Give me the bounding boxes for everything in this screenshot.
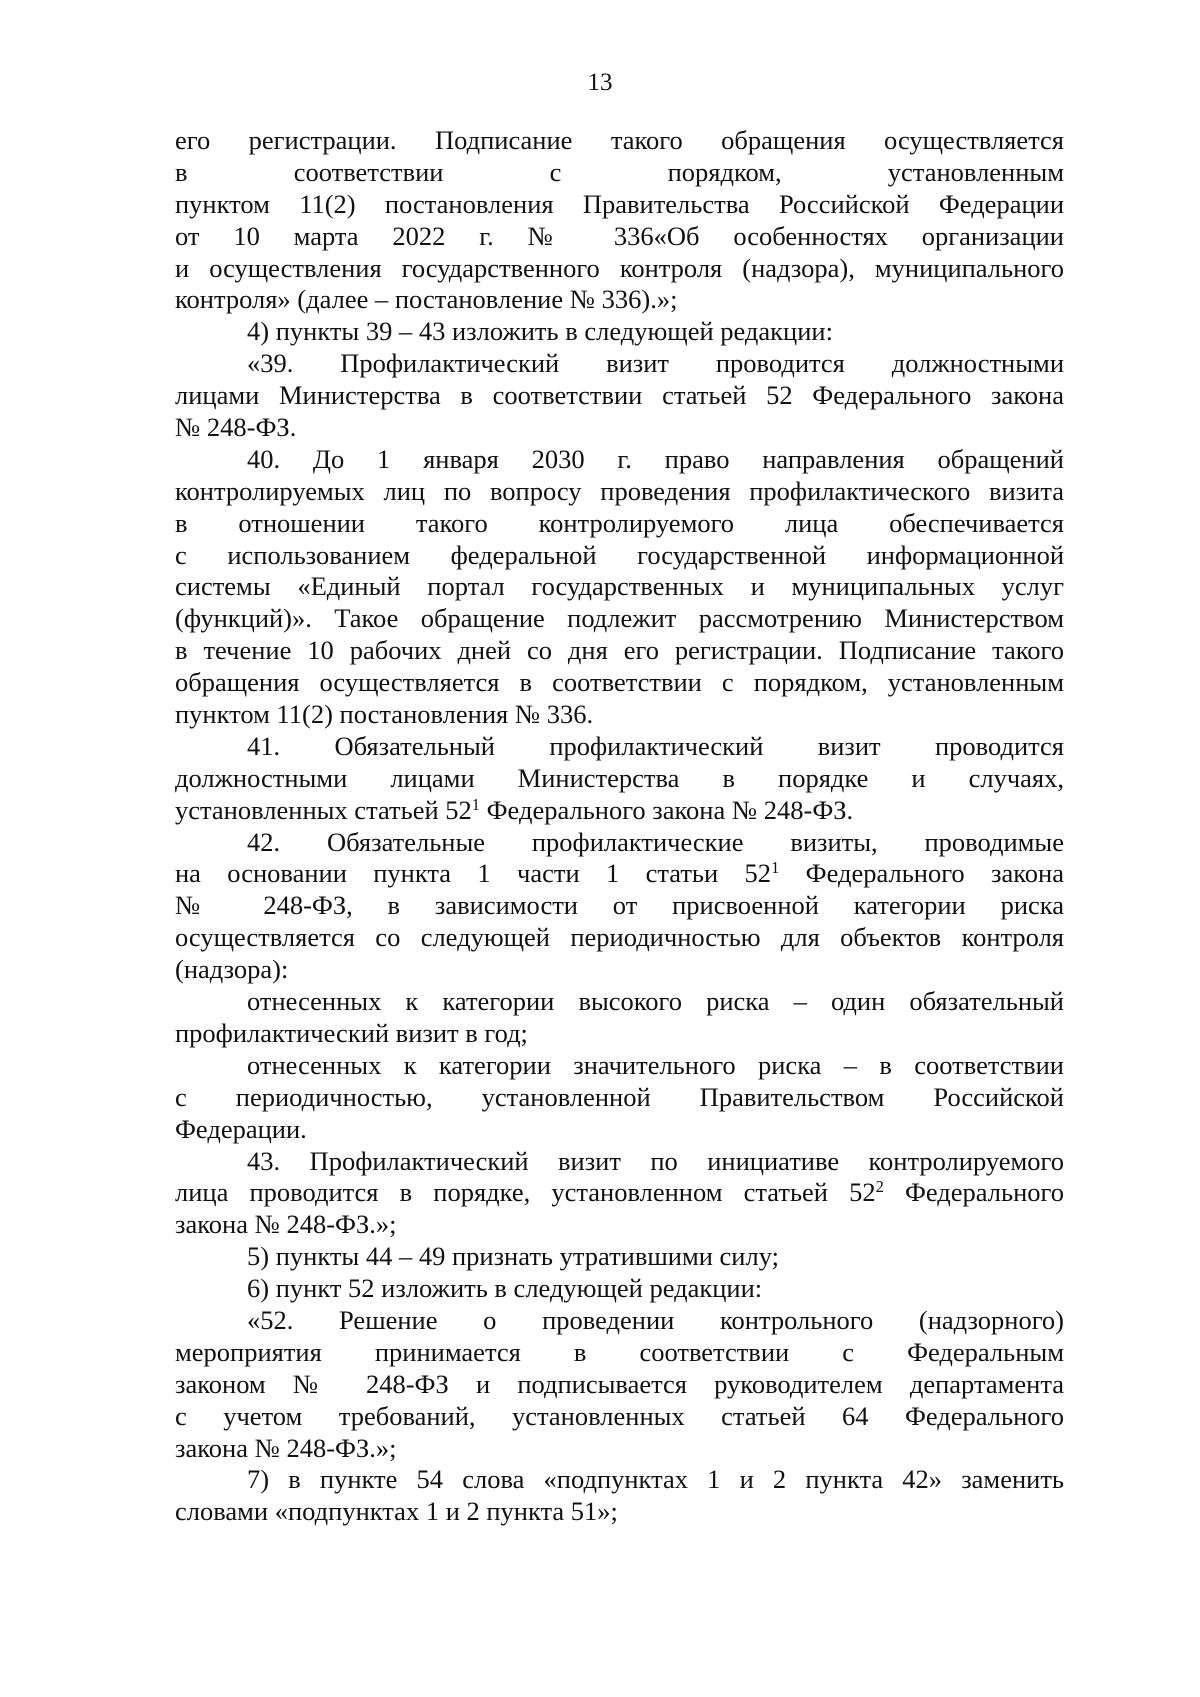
- text-line: [175, 540, 1064, 572]
- line-text: закона № 248-ФЗ.»;: [175, 1209, 397, 1240]
- text-line: [175, 1146, 1064, 1178]
- text-line: [175, 316, 1064, 348]
- line-text: в отношении такого контролируемого лица обеспечивается: [175, 507, 1064, 538]
- text-line: [175, 763, 1064, 795]
- text-line: [175, 1305, 1064, 1337]
- line-text: 40. До 1 января 2030 г. право направления обращений: [247, 443, 1064, 474]
- superscript-number: 2: [875, 1177, 884, 1197]
- line-text: контролируемых лиц по вопросу проведения профилактического визита: [175, 475, 1064, 506]
- line-text: профилактический визит в год;: [175, 1017, 528, 1048]
- page-number: 13: [587, 69, 613, 96]
- text-line: [175, 1241, 1064, 1273]
- text-line: [175, 412, 1064, 444]
- line-text: с учетом требований, установленных статьей 64 Федерального: [175, 1400, 1064, 1431]
- line-text: Федерации.: [175, 1113, 307, 1144]
- text-line: [175, 1273, 1064, 1305]
- line-text: 6) пункт 52 изложить в следующей редакции:: [247, 1273, 763, 1304]
- line-text: словами «подпунктах 1 и 2 пункта 51»;: [175, 1496, 618, 1527]
- line-text-continued: Федерального закона: [779, 858, 1064, 889]
- line-text: пунктом 11(2) постановления Правительства Российской Федерации: [175, 188, 1064, 219]
- line-text-continued: Федерального: [883, 1177, 1064, 1208]
- line-text: установленных статьей 52: [175, 794, 472, 825]
- text-line: [175, 1433, 1064, 1465]
- text-line: [175, 380, 1064, 412]
- line-text: лицами Министерства в соответствии статьей 52 Федерального закона: [175, 380, 1064, 411]
- text-line: [175, 1082, 1064, 1114]
- text-line: [175, 1209, 1064, 1241]
- text-line: [175, 189, 1064, 221]
- text-line: [175, 827, 1064, 859]
- line-text-continued: Федерального закона № 248-ФЗ.: [480, 794, 854, 825]
- text-line: [175, 1464, 1064, 1496]
- text-line: [175, 795, 1064, 827]
- text-line: [175, 922, 1064, 954]
- line-text: лица проводится в порядке, установленном статьей 52: [175, 1177, 876, 1208]
- line-text: 42. Обязательные профилактические визиты, проводимые: [247, 826, 1064, 857]
- line-text: (надзора):: [175, 954, 289, 985]
- line-text: должностными лицами Министерства в порядке и случаях,: [175, 762, 1064, 793]
- text-line: [175, 858, 1064, 890]
- text-line: [175, 508, 1064, 540]
- text-line: [175, 444, 1064, 476]
- text-line: [175, 1496, 1064, 1528]
- text-line: [175, 635, 1064, 667]
- text-line: [175, 1177, 1064, 1209]
- line-text: 43. Профилактический визит по инициативе контролируемого: [247, 1145, 1064, 1176]
- text-line: [175, 731, 1064, 763]
- line-text: 7) в пункте 54 слова «подпунктах 1 и 2 пункта 42» заменить: [247, 1464, 1064, 1495]
- text-line: [175, 1018, 1064, 1050]
- line-text: № 248-ФЗ.: [175, 412, 297, 443]
- text-line: [175, 157, 1064, 189]
- text-line: [175, 954, 1064, 986]
- line-text: и осуществления государственного контроля (надзора), муниципального: [175, 252, 1064, 283]
- text-line: [175, 1337, 1064, 1369]
- line-text: 5) пункты 44 – 49 признать утратившими силу;: [247, 1241, 779, 1272]
- line-text: 4) пункты 39 – 43 изложить в следующей редакции:: [247, 316, 833, 347]
- text-line: [175, 1114, 1064, 1146]
- line-text: контроля» (далее – постановление № 336).»;: [175, 284, 678, 315]
- text-line: [175, 476, 1064, 508]
- line-text: в течение 10 рабочих дней со дня его регистрации. Подписание такого: [175, 635, 1064, 666]
- line-text: мероприятия принимается в соответствии с Федеральным: [175, 1336, 1064, 1367]
- text-line: [175, 699, 1064, 731]
- text-line: [175, 221, 1064, 253]
- line-text: № 248-ФЗ, в зависимости от присвоенной категории риска: [175, 890, 1064, 921]
- line-text: с периодичностью, установленной Правительством Российской: [175, 1081, 1064, 1112]
- superscript-number: 1: [471, 794, 480, 814]
- line-text: отнесенных к категории значительного риска – в соответствии: [247, 1049, 1064, 1080]
- line-text: обращения осуществляется в соответствии с порядком, установленным: [175, 667, 1064, 698]
- text-line: [175, 253, 1064, 285]
- line-text: законом № 248-ФЗ и подписывается руководителем департамента: [175, 1368, 1064, 1399]
- line-text: отнесенных к категории высокого риска – один обязательный: [247, 986, 1064, 1017]
- line-text: с использованием федеральной государственной информационной: [175, 539, 1064, 570]
- line-text: закона № 248-ФЗ.»;: [175, 1432, 397, 1463]
- text-line: [175, 667, 1064, 699]
- line-text: в соответствии с порядком, установленным: [175, 156, 1064, 187]
- document-body: [175, 125, 1064, 1528]
- text-line: [175, 571, 1064, 603]
- text-line: [175, 1401, 1064, 1433]
- line-text: «52. Решение о проведении контрольного (надзорного): [247, 1304, 1064, 1335]
- text-line: [175, 890, 1064, 922]
- line-text: (функций)». Такое обращение подлежит рассмотрению Министерством: [175, 603, 1064, 634]
- line-text: 41. Обязательный профилактический визит проводится: [247, 730, 1064, 761]
- line-text: его регистрации. Подписание такого обращения осуществляется: [175, 125, 1064, 155]
- text-line: [175, 284, 1064, 316]
- text-line: [175, 1369, 1064, 1401]
- line-text: осуществляется со следующей периодичностью для объектов контроля: [175, 922, 1064, 953]
- superscript-number: 1: [771, 858, 780, 878]
- line-text: системы «Единый портал государственных и муниципальных услуг: [175, 571, 1064, 602]
- text-line: [175, 1050, 1064, 1082]
- line-text: на основании пункта 1 части 1 статьи 52: [175, 858, 772, 889]
- line-text: «39. Профилактический визит проводится должностными: [247, 348, 1064, 379]
- line-text: пунктом 11(2) постановления № 336.: [175, 699, 594, 730]
- text-line: [175, 348, 1064, 380]
- text-line: [175, 603, 1064, 635]
- line-text: от 10 марта 2022 г. № 336«Об особенностях организации: [175, 220, 1064, 251]
- text-line: [175, 986, 1064, 1018]
- text-line: [175, 125, 1064, 157]
